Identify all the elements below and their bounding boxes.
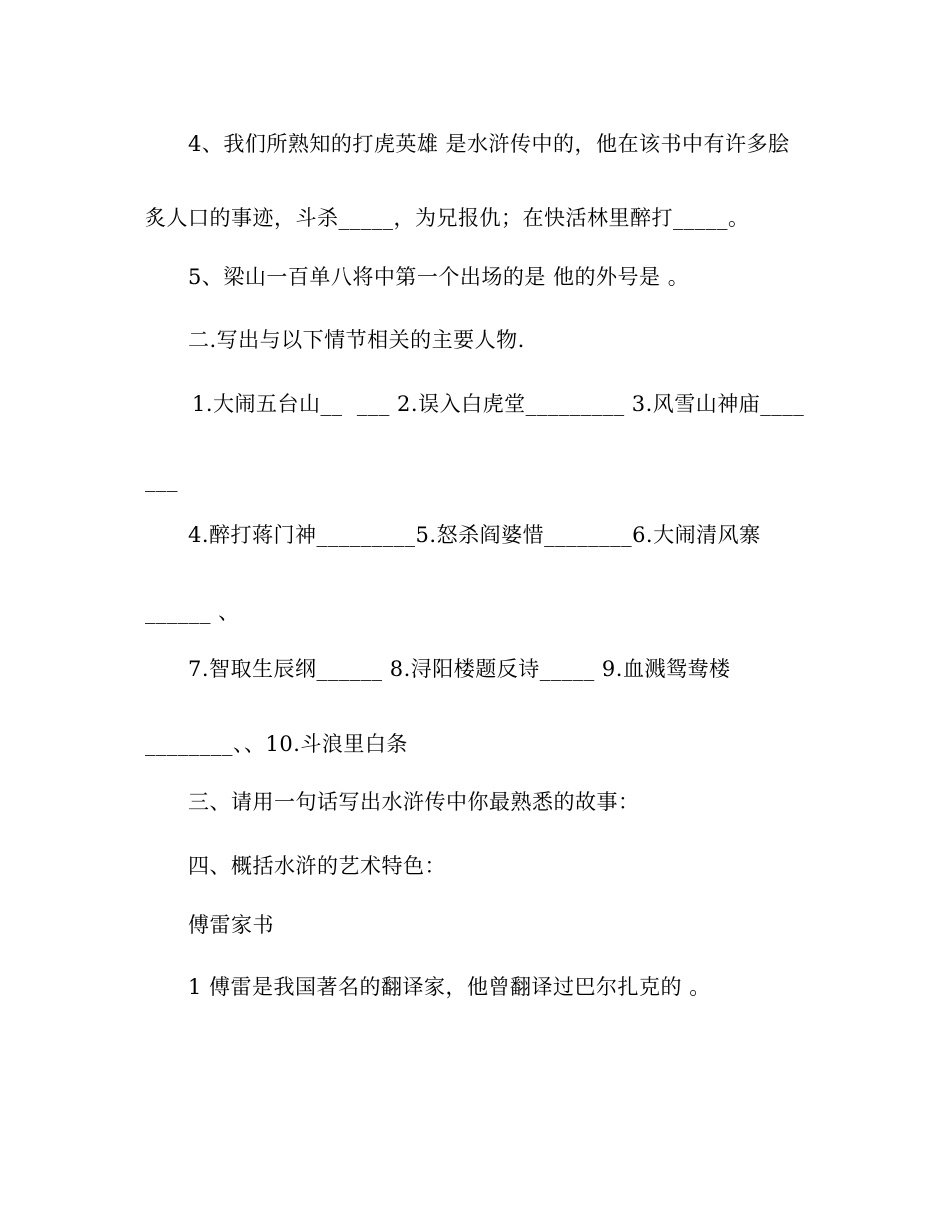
plot-items-4-6: 4.醉打蒋门神_________5.怒杀阎婆惜________6.大闹清风寨 xyxy=(188,523,761,547)
fu-lei-question-1: 1 傅雷是我国著名的翻译家，他曾翻译过巴尔扎克的 。 xyxy=(188,975,711,999)
section-2-heading: 二.写出与以下情节相关的主要人物. xyxy=(188,328,525,352)
plot-items-7-9: 7.智取生辰纲______ 8.浔阳楼题反诗_____ 9.血溅鸳鸯楼 xyxy=(188,657,731,681)
section-3-heading: 三、请用一句话写出水浒传中你最熟悉的故事： xyxy=(188,790,640,814)
plot-items-1-3: 1.大闹五台山__ ___ 2.误入白虎堂_________ 3.风雪山神庙____ xyxy=(192,392,805,416)
section-4-heading: 四、概括水浒的艺术特色： xyxy=(188,854,446,878)
question-4-line-1: 4、我们所熟知的打虎英雄 是水浒传中的，他在该书中有许多脍 xyxy=(188,132,790,156)
plot-items-4-6-continued: ______ 、 xyxy=(145,600,240,624)
fu-lei-letters-title: 傅雷家书 xyxy=(188,913,274,937)
question-4-line-2: 炙人口的事迹，斗杀_____，为兄报仇；在快活林里醉打_____。 xyxy=(145,206,750,230)
plot-items-1-3-continued: ___ xyxy=(145,468,178,492)
plot-items-9-10: ________、、10.斗浪里白条 xyxy=(145,732,408,756)
question-5: 5、梁山一百单八将中第一个出场的是 他的外号是 。 xyxy=(188,265,690,289)
